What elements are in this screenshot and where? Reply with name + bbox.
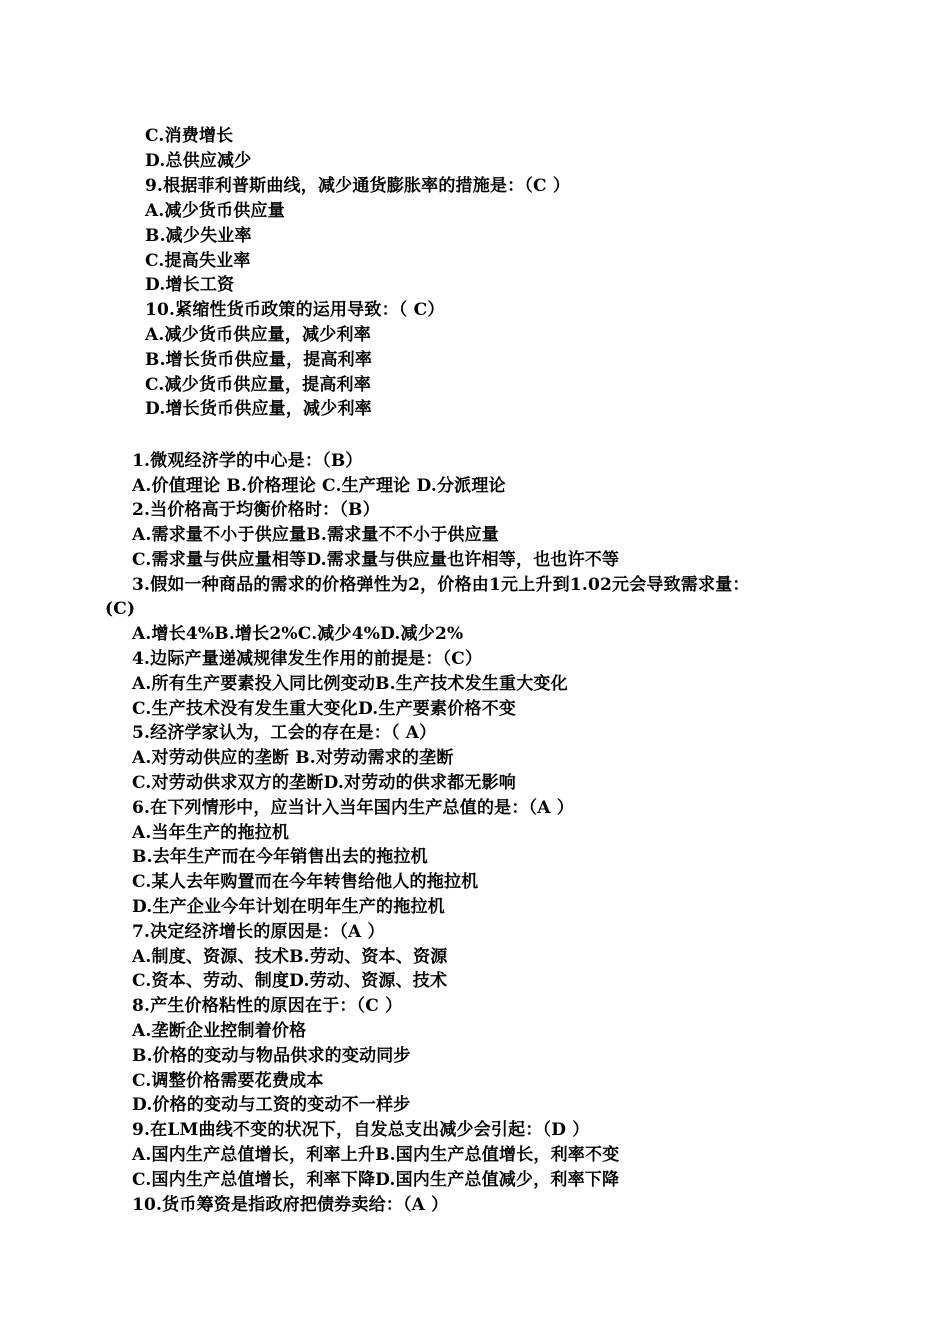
question-2: 2.当价格高于均衡价格时：（B）: [132, 500, 380, 520]
q9-option-a: A.减少货币供应量: [145, 201, 285, 221]
question-4: 4.边际产量递减规律发生作用的前提是：（C）: [132, 649, 483, 669]
q4-options-ab: A.所有生产要素投入同比例变动B.生产技术发生重大变化: [132, 674, 568, 694]
q6-option-a: A.当年生产的拖拉机: [132, 823, 290, 843]
q10-option-a: A.减少货币供应量，减少利率: [145, 325, 371, 345]
q4-options-cd: C.生产技术没有发生重大变化D.生产要素价格不变: [132, 699, 517, 719]
question-5: 5.经济学家认为，工会的存在是：（ A）: [132, 723, 437, 743]
option-d-supply: D.总供应减少: [145, 151, 252, 171]
q9-option-c: C.提高失业率: [145, 251, 251, 271]
q9-lm-options-cd: C.国内生产总值增长，利率下降D.国内生产总值减少，利率下降: [132, 1170, 620, 1190]
q6-option-c: C.某人去年购置而在今年转售给他人的拖拉机: [132, 872, 479, 892]
question-10-financing: 10.货币筹资是指政府把债券卖给：（A ）: [132, 1195, 449, 1215]
question-9-lm: 9.在LM曲线不变的状况下，自发总支出减少会引起：（D ）: [132, 1120, 590, 1140]
q10-option-d: D.增长货币供应量，减少利率: [145, 399, 372, 419]
q9-lm-options-ab: A.国内生产总值增长，利率上升B.国内生产总值增长，利率不变: [132, 1145, 620, 1165]
q3-answer: (C): [105, 599, 136, 619]
q9-option-b: B.减少失业率: [145, 226, 252, 246]
q7-options-ab: A.制度、资源、技术B.劳动、资本、资源: [132, 947, 448, 967]
question-10-monetary: 10.紧缩性货币政策的运用导致：（ C）: [145, 300, 445, 320]
q10-option-c: C.减少货币供应量，提高利率: [145, 375, 371, 395]
q8-option-a: A.垄断企业控制着价格: [132, 1021, 307, 1041]
q6-option-b: B.去年生产而在今年销售出去的拖拉机: [132, 847, 428, 867]
q6-option-d: D.生产企业今年计划在明年生产的拖拉机: [132, 897, 445, 917]
q8-option-d: D.价格的变动与工资的变动不一样步: [132, 1095, 411, 1115]
question-1: 1.微观经济学的中心是：（B）: [132, 451, 363, 471]
q8-option-c: C.调整价格需要花费成本: [132, 1071, 324, 1091]
q7-options-cd: C.资本、劳动、制度D.劳动、资源、技术: [132, 971, 448, 991]
question-7: 7.决定经济增长的原因是：（A ）: [132, 922, 385, 942]
q5-options-cd: C.对劳动供求双方的垄断D.对劳动的供求都无影响: [132, 773, 517, 793]
question-9-phillips: 9.根据菲利普斯曲线，减少通货膨胀率的措施是：（C ）: [145, 176, 571, 196]
question-6: 6.在下列情形中，应当计入当年国内生产总值的是：（A ）: [132, 798, 574, 818]
q2-options-cd: C.需求量与供应量相等D.需求量与供应量也许相等，也也许不等: [132, 550, 620, 570]
option-c-consumption: C.消费增长: [145, 126, 234, 146]
question-3: 3.假如一种商品的需求的价格弹性为2，价格由1元上升到1.02元会导致需求量：: [132, 575, 750, 595]
q3-options: A.增长4%B.增长2%C.减少4%D.减少2%: [132, 624, 464, 644]
q1-options: A.价值理论 B.价格理论 C.生产理论 D.分派理论: [132, 476, 506, 496]
q2-options-ab: A.需求量不小于供应量B.需求量不不小于供应量: [132, 525, 499, 545]
q5-options-ab: A.对劳动供应的垄断 B.对劳动需求的垄断: [132, 748, 454, 768]
q9-option-d: D.增长工资: [145, 275, 235, 295]
question-8: 8.产生价格粘性的原因在于：（C ）: [132, 996, 403, 1016]
q8-option-b: B.价格的变动与物品供求的变动同步: [132, 1046, 411, 1066]
q10-option-b: B.增长货币供应量，提高利率: [145, 350, 373, 370]
